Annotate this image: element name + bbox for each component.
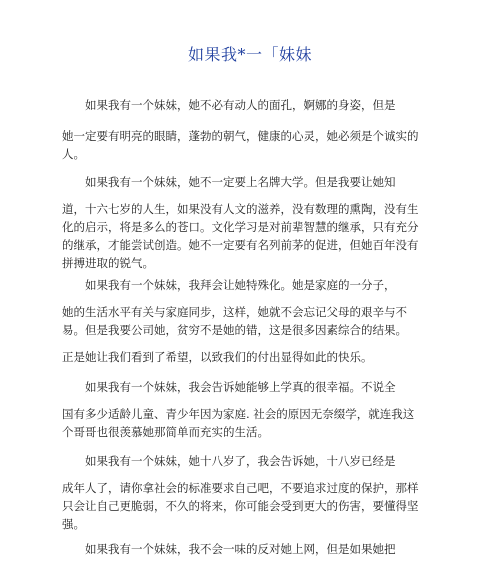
paragraph-10: 如果我有一个妹妹，她十八岁了，我会告诉她，十八岁已经是 [85, 454, 396, 468]
paragraph-6: 她的生活水平有关与家庭同步，这样，她就不会忘记父母的艰辛与不易。但是我要公司她，贫穷不是她的错，这是很多因素综合的结果。 [62, 305, 407, 337]
paragraph-11: 成年人了，请你拿社会的标准要求自己吧，不要追求过度的保护，那样只会让自己更脆弱，不久的将来，你可能会受到更大的伤害，要懂得坚强。 [62, 481, 419, 531]
paragraph-1: 如果我有一个妹妹，她不必有动人的面孔，婀娜的身姿，但是 [85, 98, 396, 112]
paragraph-5: 如果我有一个妹妹，我拜会让她特殊化。她是家庭的一分子， [85, 278, 396, 292]
paragraph-3: 如果我有一个妹妹，她不一定要上名牌大学。但是我要让她知 [85, 175, 396, 189]
paragraph-12: 如果我有一个妹妹，我不会一味的反对她上网，但是如果她把 [85, 542, 396, 556]
paragraph-8: 如果我有一个妹妹，我会告诉她能够上学真的很幸福。不说全 [85, 380, 396, 394]
paragraph-4: 道，十六七岁的人生，如果没有人文的滋养，没有数理的熏陶，没有生化的启示，将是多么的苍口。文化学习是对前辈智慧的继承，只有充分的继承，才能尝试创造。她不一定要有名列前茅的促进，但她百年没有拼搏进取的锐气。 [62, 202, 419, 270]
paragraph-7: 正是她让我们看到了希望，以致我们的付出显得如此的快乐。 [62, 350, 373, 364]
paragraph-2: 她一定要有明亮的眼睛，蓬勃的朝气，健康的心灵，她必须是个诚实的人。 [62, 129, 419, 161]
document-title: 如果我*一「妹妹 [187, 45, 312, 64]
paragraph-9: 国有多少适龄儿童、青少年因为家庭. 社会的原因无奈缀学，就连我这个哥哥也很羡慕她那简单而充实的生活。 [62, 407, 415, 439]
